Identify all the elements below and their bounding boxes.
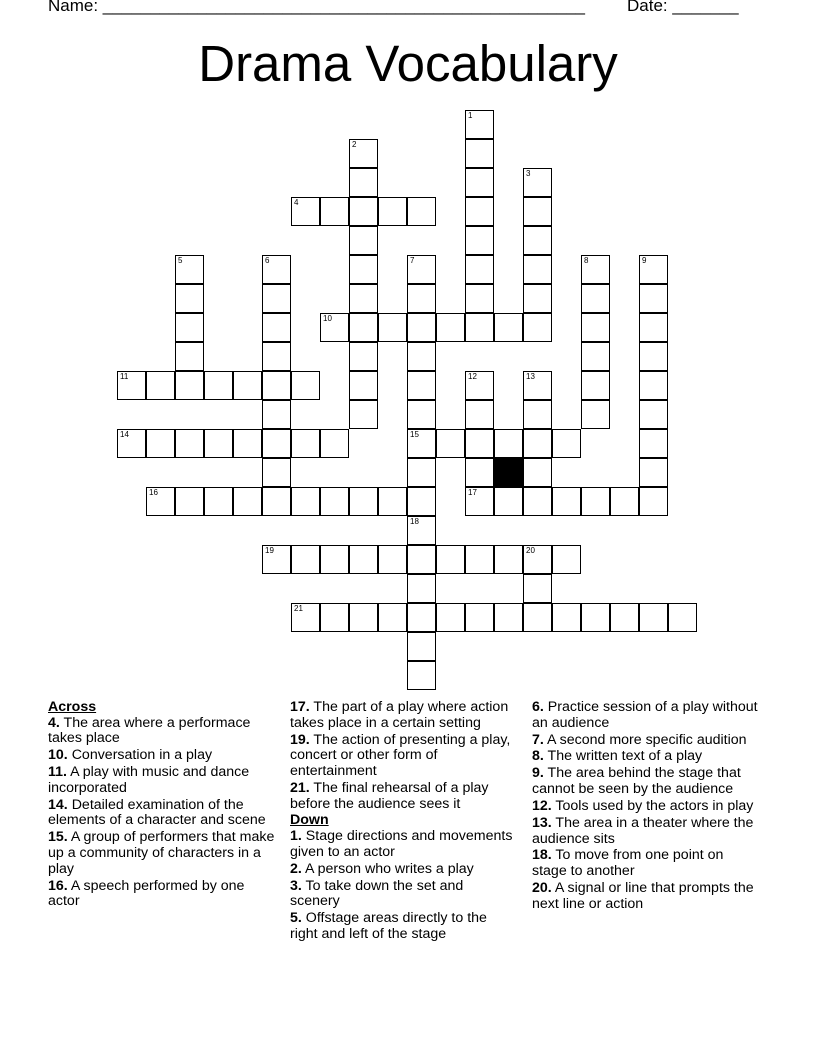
- grid-cell[interactable]: [407, 342, 436, 371]
- grid-cell[interactable]: [523, 574, 552, 603]
- clue-down-1: 1. Stage directions and movements given to an actor: [290, 828, 513, 860]
- grid-cell[interactable]: [291, 371, 320, 400]
- grid-cell[interactable]: [233, 371, 262, 400]
- grid-cell[interactable]: [436, 313, 465, 342]
- clue-across-11: 11. A play with music and dance incorporated: [48, 764, 250, 796]
- grid-cell[interactable]: [523, 226, 552, 255]
- grid-cell[interactable]: [523, 168, 552, 197]
- grid-cell[interactable]: [407, 632, 436, 661]
- grid-cell[interactable]: [320, 545, 349, 574]
- grid-cell[interactable]: [523, 487, 552, 516]
- grid-cell[interactable]: [349, 284, 378, 313]
- grid-cell[interactable]: [639, 400, 668, 429]
- grid-cell[interactable]: [378, 487, 407, 516]
- grid-cell[interactable]: [407, 661, 436, 690]
- grid-cell[interactable]: [175, 284, 204, 313]
- clue-down-18: 18. To move from one point on stage to another: [532, 847, 724, 880]
- clue-number: 10: [323, 314, 332, 323]
- grid-cell[interactable]: [581, 342, 610, 371]
- grid-cell[interactable]: [320, 313, 349, 342]
- clue-number: 1: [468, 111, 473, 120]
- grid-cell[interactable]: [378, 313, 407, 342]
- clue-across-16: 16. A speech performed by one actor: [48, 877, 245, 910]
- grid-cell[interactable]: [349, 487, 378, 516]
- grid-cell[interactable]: [581, 603, 610, 632]
- grid-cell[interactable]: [378, 197, 407, 226]
- grid-cell[interactable]: [349, 603, 378, 632]
- grid-cell[interactable]: [465, 603, 494, 632]
- grid-cell[interactable]: [523, 255, 552, 284]
- clue-down-12: 12. Tools used by the actors in play: [532, 797, 754, 814]
- grid-cell[interactable]: [262, 371, 291, 400]
- grid-cell[interactable]: [233, 487, 262, 516]
- grid-cell[interactable]: [407, 603, 436, 632]
- clue-number: 6: [265, 256, 270, 265]
- grid-cell[interactable]: [320, 197, 349, 226]
- grid-cell[interactable]: [175, 371, 204, 400]
- grid-cell[interactable]: [639, 284, 668, 313]
- grid-cell[interactable]: [175, 313, 204, 342]
- grid-cell[interactable]: [523, 545, 552, 574]
- grid-cell[interactable]: [494, 603, 523, 632]
- clue-across-21: 21. The final rehearsal of a play before the audience sees it: [290, 779, 489, 812]
- grid-cell[interactable]: [523, 400, 552, 429]
- grid-cell[interactable]: [523, 458, 552, 487]
- grid-cell[interactable]: [204, 371, 233, 400]
- down-heading: Down: [290, 812, 329, 829]
- clue-number: 20: [526, 546, 535, 555]
- grid-cell[interactable]: [407, 458, 436, 487]
- grid-cell[interactable]: [639, 342, 668, 371]
- grid-cell[interactable]: [320, 603, 349, 632]
- grid-cell[interactable]: [349, 226, 378, 255]
- clue-down-5: 5. Offstage areas directly to the right and left of the stage: [290, 910, 487, 942]
- clue-across-10: 10. Conversation in a play: [48, 747, 213, 764]
- grid-cell[interactable]: [407, 429, 436, 458]
- grid-cell[interactable]: [117, 429, 146, 458]
- grid-cell[interactable]: [349, 255, 378, 284]
- grid-cell[interactable]: [117, 371, 146, 400]
- grid-cell[interactable]: [523, 371, 552, 400]
- clue-column-3: [532, 700, 762, 914]
- grid-cell[interactable]: [349, 139, 378, 168]
- date-field-label: Date: _______: [627, 0, 739, 15]
- clue-number: 21: [294, 604, 303, 613]
- grid-cell[interactable]: [407, 487, 436, 516]
- clue-across-4: 4. The area where a performace takes place: [48, 714, 251, 747]
- clue-across-15: 15. A group of performers that make up a community of characters in a play: [48, 829, 275, 877]
- grid-cell[interactable]: [320, 487, 349, 516]
- clue-number: 5: [178, 256, 183, 265]
- grid-cell[interactable]: [523, 603, 552, 632]
- grid-cell[interactable]: [552, 487, 581, 516]
- clue-number: 15: [410, 430, 419, 439]
- grid-cell[interactable]: [639, 487, 668, 516]
- clue-number: 3: [526, 169, 531, 178]
- grid-cell[interactable]: [581, 487, 610, 516]
- grid-cell[interactable]: [349, 342, 378, 371]
- grid-cell[interactable]: [552, 429, 581, 458]
- grid-cell[interactable]: [291, 603, 320, 632]
- clue-down-8: 8. The written text of a play: [532, 748, 703, 765]
- grid-cell[interactable]: [262, 400, 291, 429]
- black-square: [494, 458, 523, 487]
- grid-cell[interactable]: [436, 545, 465, 574]
- clue-number: 12: [468, 372, 477, 381]
- grid-cell[interactable]: [610, 603, 639, 632]
- grid-cell[interactable]: [262, 313, 291, 342]
- grid-cell[interactable]: [465, 226, 494, 255]
- clue-number: 19: [265, 546, 274, 555]
- grid-cell[interactable]: [262, 487, 291, 516]
- grid-cell[interactable]: [349, 168, 378, 197]
- grid-cell[interactable]: [465, 168, 494, 197]
- clue-across-19: 19. The action of presenting a play, concert or other form of entertainment: [290, 731, 511, 779]
- clue-number: 8: [584, 256, 589, 265]
- grid-cell[interactable]: [494, 487, 523, 516]
- grid-cell[interactable]: [204, 487, 233, 516]
- across-heading: Across: [48, 699, 97, 715]
- clue-number: 2: [352, 140, 357, 149]
- grid-cell[interactable]: [407, 255, 436, 284]
- grid-cell[interactable]: [465, 197, 494, 226]
- grid-cell[interactable]: [175, 487, 204, 516]
- grid-cell[interactable]: [465, 139, 494, 168]
- page-title: Drama Vocabulary: [198, 35, 618, 92]
- grid-cell[interactable]: [465, 487, 494, 516]
- clue-down-20: 20. A signal or line that prompts the next line or action: [532, 880, 754, 912]
- grid-cell[interactable]: [407, 371, 436, 400]
- grid-cell[interactable]: [349, 371, 378, 400]
- grid-cell[interactable]: [262, 284, 291, 313]
- grid-cell[interactable]: [262, 458, 291, 487]
- clue-column-1: [48, 700, 278, 911]
- clue-number: 11: [120, 372, 129, 381]
- clue-number: 13: [526, 372, 535, 381]
- grid-cell[interactable]: [407, 400, 436, 429]
- grid-cell[interactable]: [552, 545, 581, 574]
- grid-cell[interactable]: [291, 487, 320, 516]
- grid-cell[interactable]: [552, 603, 581, 632]
- grid-cell[interactable]: [465, 110, 494, 139]
- grid-cell[interactable]: [175, 429, 204, 458]
- grid-cell[interactable]: [407, 284, 436, 313]
- grid-cell[interactable]: [349, 313, 378, 342]
- grid-cell[interactable]: [436, 429, 465, 458]
- grid-cell[interactable]: [407, 545, 436, 574]
- grid-cell[interactable]: [465, 429, 494, 458]
- grid-cell[interactable]: [291, 197, 320, 226]
- grid-cell[interactable]: [407, 313, 436, 342]
- grid-cell[interactable]: [668, 603, 697, 632]
- grid-cell[interactable]: [639, 313, 668, 342]
- clue-down-9: 9. The area behind the stage that cannot be seen by the audience: [532, 765, 741, 798]
- grid-cell[interactable]: [262, 429, 291, 458]
- grid-cell[interactable]: [494, 545, 523, 574]
- grid-cell[interactable]: [291, 545, 320, 574]
- grid-cell[interactable]: [581, 313, 610, 342]
- grid-cell[interactable]: [523, 284, 552, 313]
- grid-cell[interactable]: [146, 429, 175, 458]
- clue-across-14: 14. Detailed examination of the elements of a character and scene: [48, 796, 266, 829]
- grid-cell[interactable]: [581, 371, 610, 400]
- grid-cell[interactable]: [465, 545, 494, 574]
- grid-cell[interactable]: [262, 255, 291, 284]
- clue-number: 17: [468, 488, 477, 497]
- grid-cell[interactable]: [639, 255, 668, 284]
- grid-cell[interactable]: [407, 516, 436, 545]
- grid-cell[interactable]: [146, 487, 175, 516]
- grid-cell[interactable]: [349, 197, 378, 226]
- clue-number: 16: [149, 488, 158, 497]
- grid-cell[interactable]: [465, 255, 494, 284]
- grid-cell[interactable]: [523, 197, 552, 226]
- grid-cell[interactable]: [639, 603, 668, 632]
- clue-down-2: 2. A person who writes a play: [290, 860, 474, 877]
- grid-cell[interactable]: [175, 255, 204, 284]
- grid-cell[interactable]: [233, 429, 262, 458]
- clue-down-3: 3. To take down the set and scenery: [290, 877, 464, 910]
- grid-cell[interactable]: [349, 400, 378, 429]
- clue-column-2: [290, 700, 515, 944]
- grid-cell[interactable]: [320, 429, 349, 458]
- grid-cell[interactable]: [465, 400, 494, 429]
- clue-number: 4: [294, 198, 299, 207]
- grid-cell[interactable]: [407, 197, 436, 226]
- grid-cell[interactable]: [378, 603, 407, 632]
- clue-number: 9: [642, 256, 647, 265]
- grid-cell[interactable]: [407, 574, 436, 603]
- grid-cell[interactable]: [465, 313, 494, 342]
- clue-down-6: 6. Practice session of a play without an audience: [532, 699, 758, 731]
- grid-cell[interactable]: [639, 429, 668, 458]
- clue-down-13: 13. The area in a theater where the audience sits: [532, 814, 754, 847]
- clue-down-7: 7. A second more specific audition: [532, 731, 747, 748]
- grid-cell[interactable]: [465, 284, 494, 313]
- grid-cell[interactable]: [204, 429, 233, 458]
- grid-cell[interactable]: [581, 284, 610, 313]
- grid-cell[interactable]: [349, 545, 378, 574]
- clue-number: 7: [410, 256, 415, 265]
- grid-cell[interactable]: [523, 313, 552, 342]
- grid-cell[interactable]: [523, 429, 552, 458]
- clue-number: 14: [120, 430, 129, 439]
- grid-cell[interactable]: [494, 313, 523, 342]
- grid-cell[interactable]: [465, 458, 494, 487]
- grid-cell[interactable]: [639, 371, 668, 400]
- grid-cell[interactable]: [494, 429, 523, 458]
- grid-cell[interactable]: [291, 429, 320, 458]
- grid-cell[interactable]: [610, 487, 639, 516]
- grid-cell[interactable]: [146, 371, 175, 400]
- name-field-label: Name: ___________________________________________________: [48, 0, 585, 15]
- grid-cell[interactable]: [378, 545, 407, 574]
- grid-cell[interactable]: [465, 371, 494, 400]
- clue-across-17: 17. The part of a play where action takes place in a certain setting: [290, 699, 509, 731]
- grid-cell[interactable]: [175, 342, 204, 371]
- grid-cell[interactable]: [639, 458, 668, 487]
- grid-cell[interactable]: [581, 400, 610, 429]
- grid-cell[interactable]: [581, 255, 610, 284]
- grid-cell[interactable]: [262, 342, 291, 371]
- grid-cell[interactable]: [436, 603, 465, 632]
- clue-number: 18: [410, 517, 419, 526]
- grid-cell[interactable]: [262, 545, 291, 574]
